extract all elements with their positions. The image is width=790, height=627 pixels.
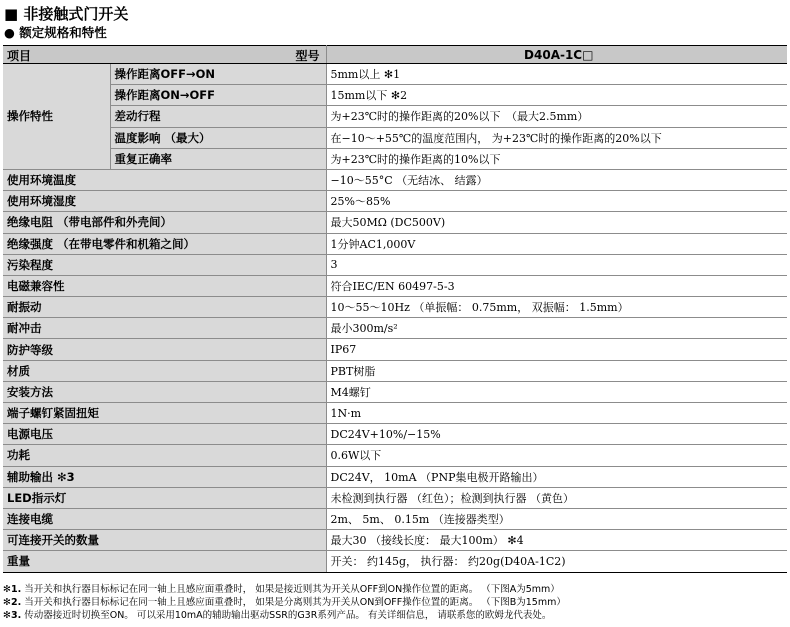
row-label: 差动行程: [110, 106, 326, 127]
row-label: 绝缘强度 （在带电零件和机箱之间）: [3, 233, 326, 254]
footnote-mark: ✻3.: [3, 610, 22, 621]
table-row: [3, 339, 787, 360]
table-row: [3, 191, 787, 212]
row-label: 功耗: [3, 445, 326, 466]
row-value: 5mm以上 ✻1: [326, 64, 787, 85]
row-value: 2m、 5m、 0.15m （连接器类型）: [326, 508, 787, 529]
row-value: 为+23℃时的操作距离的10%以下: [326, 148, 787, 169]
table-row: [3, 275, 787, 296]
row-label: 绝缘电阻 （带电部件和外壳间）: [3, 212, 326, 233]
row-value: DC24V， 10mA （PNP集电极开路输出）: [326, 466, 787, 487]
row-value: 开关： 约145g， 执行器： 约20g(D40A-1C2): [326, 551, 787, 572]
footnotes: [3, 583, 787, 622]
table-row: [3, 297, 787, 318]
table-row: [3, 445, 787, 466]
footnote-text: 传动器接近时切换至ON。 可以采用10mA的辅助输出驱动SSR的G3R系列产品。 有关详细信息， 请联系您的欧姆龙代表处。: [24, 610, 552, 621]
row-label: LED指示灯: [3, 487, 326, 508]
row-label: 操作距离OFF→ON: [110, 64, 326, 85]
row-label: 耐振动: [3, 297, 326, 318]
table-row: [3, 85, 787, 106]
table-row: [3, 487, 787, 508]
row-label: 操作距离ON→OFF: [110, 85, 326, 106]
table-row: [3, 254, 787, 275]
section-title: ■ 非接触式门开关: [4, 5, 129, 23]
header-model-value: D40A-1C□: [326, 46, 787, 64]
row-value: 1N·m: [326, 403, 787, 424]
spec-table: [3, 45, 787, 573]
header-model-label: 型号: [295, 49, 320, 63]
footnote-mark: ✻2.: [3, 597, 22, 608]
row-value: DC24V+10%/−15%: [326, 424, 787, 445]
table-row: [3, 381, 787, 402]
row-value: −10～55°C （无结冰、 结露）: [326, 169, 787, 190]
row-label: 温度影响 （最大）: [110, 127, 326, 148]
table-row: [3, 106, 787, 127]
table-row: [3, 318, 787, 339]
row-value: IP67: [326, 339, 787, 360]
row-label: 重复正确率: [110, 148, 326, 169]
group-label: 操作特性: [3, 64, 110, 170]
table-row: [3, 424, 787, 445]
row-value: 最大50MΩ (DC500V): [326, 212, 787, 233]
header-item-label: 项目: [7, 49, 32, 63]
footnote: [3, 609, 787, 622]
row-label: 连接电缆: [3, 508, 326, 529]
row-value: 0.6W以下: [326, 445, 787, 466]
row-value: 在−10～+55℃的温度范围内， 为+23℃时的操作距离的20%以下: [326, 127, 787, 148]
table-row: [3, 212, 787, 233]
table-row: [3, 403, 787, 424]
table-row: [3, 551, 787, 572]
row-label: 使用环境温度: [3, 169, 326, 190]
row-value: 25%～85%: [326, 191, 787, 212]
table-row: [3, 64, 787, 85]
table-header-row: [3, 46, 787, 64]
row-value: 符合IEC/EN 60497-5-3: [326, 275, 787, 296]
row-label: 防护等级: [3, 339, 326, 360]
row-label: 电源电压: [3, 424, 326, 445]
table-row: [3, 233, 787, 254]
row-value: 1分钟AC1,000V: [326, 233, 787, 254]
row-value: 10～55～10Hz （单振幅： 0.75mm， 双振幅： 1.5mm）: [326, 297, 787, 318]
table-row: [3, 360, 787, 381]
row-label: 电磁兼容性: [3, 275, 326, 296]
table-row: [3, 530, 787, 551]
row-label: 安装方法: [3, 381, 326, 402]
row-label: 辅助输出 ✻3: [3, 466, 326, 487]
row-label: 材质: [3, 360, 326, 381]
row-value: 3: [326, 254, 787, 275]
row-value: 最大30 （接线长度： 最大100m） ✻4: [326, 530, 787, 551]
footnote-text: 当开关和执行器目标标记在同一轴上且感应面重叠时， 如果是分离则其为开关从ON到OFF操作位置的距离。 （下图B为15mm）: [24, 597, 566, 608]
footnote: [3, 596, 787, 609]
table-row: [3, 169, 787, 190]
table-row: [3, 508, 787, 529]
row-value: 最小300m/s²: [326, 318, 787, 339]
row-value: 15mm以下 ✻2: [326, 85, 787, 106]
row-value: 未检测到执行器 （红色）；检测到执行器 （黄色）: [326, 487, 787, 508]
section-subtitle: ● 额定规格和特性: [4, 25, 107, 40]
table-row: [3, 148, 787, 169]
row-label: 使用环境湿度: [3, 191, 326, 212]
row-value: 为+23℃时的操作距离的20%以下 （最大2.5mm）: [326, 106, 787, 127]
footnote: [3, 583, 787, 596]
row-label: 耐冲击: [3, 318, 326, 339]
row-label: 端子螺钉紧固扭矩: [3, 403, 326, 424]
row-value: PBT树脂: [326, 360, 787, 381]
footnote-text: 当开关和执行器目标标记在同一轴上且感应面重叠时， 如果是接近则其为开关从OFF到ON操作位置的距离。 （下图A为5mm）: [24, 584, 560, 595]
header-item-cell: [3, 46, 326, 64]
row-label: 重量: [3, 551, 326, 572]
table-row: [3, 127, 787, 148]
row-label: 污染程度: [3, 254, 326, 275]
row-label: 可连接开关的数量: [3, 530, 326, 551]
footnote-mark: ✻1.: [3, 584, 22, 595]
row-value: M4螺钉: [326, 381, 787, 402]
table-row: [3, 466, 787, 487]
